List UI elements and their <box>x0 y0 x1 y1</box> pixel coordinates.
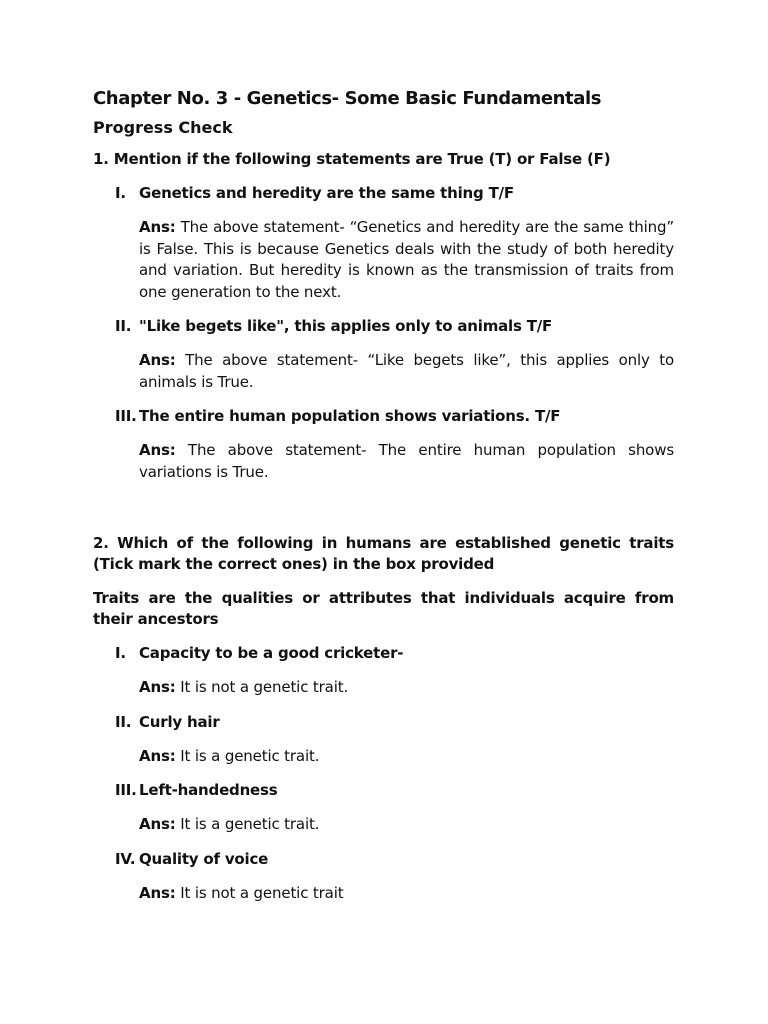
answer-label: Ans: <box>139 883 176 902</box>
item-statement: Quality of voice <box>139 849 269 868</box>
answer-text: The above statement- “Genetics and heredity are the same thing” is False. This is because Genetics deals with the study of both heredity and variation. But heredity is known as the transmission of traits from one generation to the next. <box>139 218 674 301</box>
item-number: I. <box>115 644 126 662</box>
q1-item-3 <box>93 406 674 483</box>
answer-label: Ans: <box>139 351 176 369</box>
answer-text: It is not a genetic trait. <box>175 678 349 696</box>
q2-item-4 <box>93 849 674 905</box>
item-statement: Capacity to be a good cricketer- <box>139 644 404 662</box>
answer-label: Ans: <box>139 815 176 833</box>
section-title: Progress Check <box>93 118 233 137</box>
chapter-title: Chapter No. 3 - Genetics- Some Basic Fundamentals <box>93 88 602 109</box>
item-number: III. <box>115 781 137 799</box>
q1-item-1 <box>93 183 674 303</box>
answer-label: Ans: <box>139 441 176 459</box>
q2-item-1 <box>93 643 674 699</box>
question-2-prompt: 2. Which of the following in humans are established genetic traits (Tick mark the correct ones) in the box provided <box>93 534 674 573</box>
item-statement: Left-handedness <box>139 781 278 799</box>
item-answer <box>139 677 674 699</box>
item-number: I. <box>115 184 126 202</box>
item-answer <box>139 883 674 905</box>
answer-text: It is a genetic trait. <box>175 746 320 765</box>
item-answer <box>139 350 674 393</box>
item-statement: Genetics and heredity are the same thing T/F <box>139 184 514 202</box>
answer-text: It is not a genetic trait <box>175 883 344 902</box>
answer-label: Ans: <box>139 746 176 765</box>
answer-label: Ans: <box>139 678 176 696</box>
q1-item-2 <box>93 316 674 393</box>
q2-item-2 <box>93 712 674 768</box>
item-number: III. <box>115 407 137 425</box>
answer-label: Ans: <box>139 218 176 236</box>
traits-definition: Traits are the qualities or attributes that individuals acquire from their ancestors <box>93 589 674 628</box>
item-number: IV. <box>115 849 136 868</box>
item-answer <box>139 746 674 768</box>
item-answer <box>139 217 674 303</box>
item-number: II. <box>115 317 132 335</box>
answer-text: The above statement- “Like begets like”, this applies only to animals is True. <box>139 351 674 391</box>
document-page <box>93 86 674 904</box>
item-answer <box>139 440 674 483</box>
item-number: II. <box>115 712 132 731</box>
question-1-prompt: 1. Mention if the following statements are True (T) or False (F) <box>93 150 611 168</box>
q2-item-3 <box>93 780 674 836</box>
item-statement: Curly hair <box>139 712 220 731</box>
item-statement: "Like begets like", this applies only to animals T/F <box>139 317 553 335</box>
answer-text: The above statement- The entire human population shows variations is True. <box>139 441 674 481</box>
answer-text: It is a genetic trait. <box>175 815 320 833</box>
item-statement: The entire human population shows variations. T/F <box>139 407 561 425</box>
item-answer <box>139 814 674 836</box>
